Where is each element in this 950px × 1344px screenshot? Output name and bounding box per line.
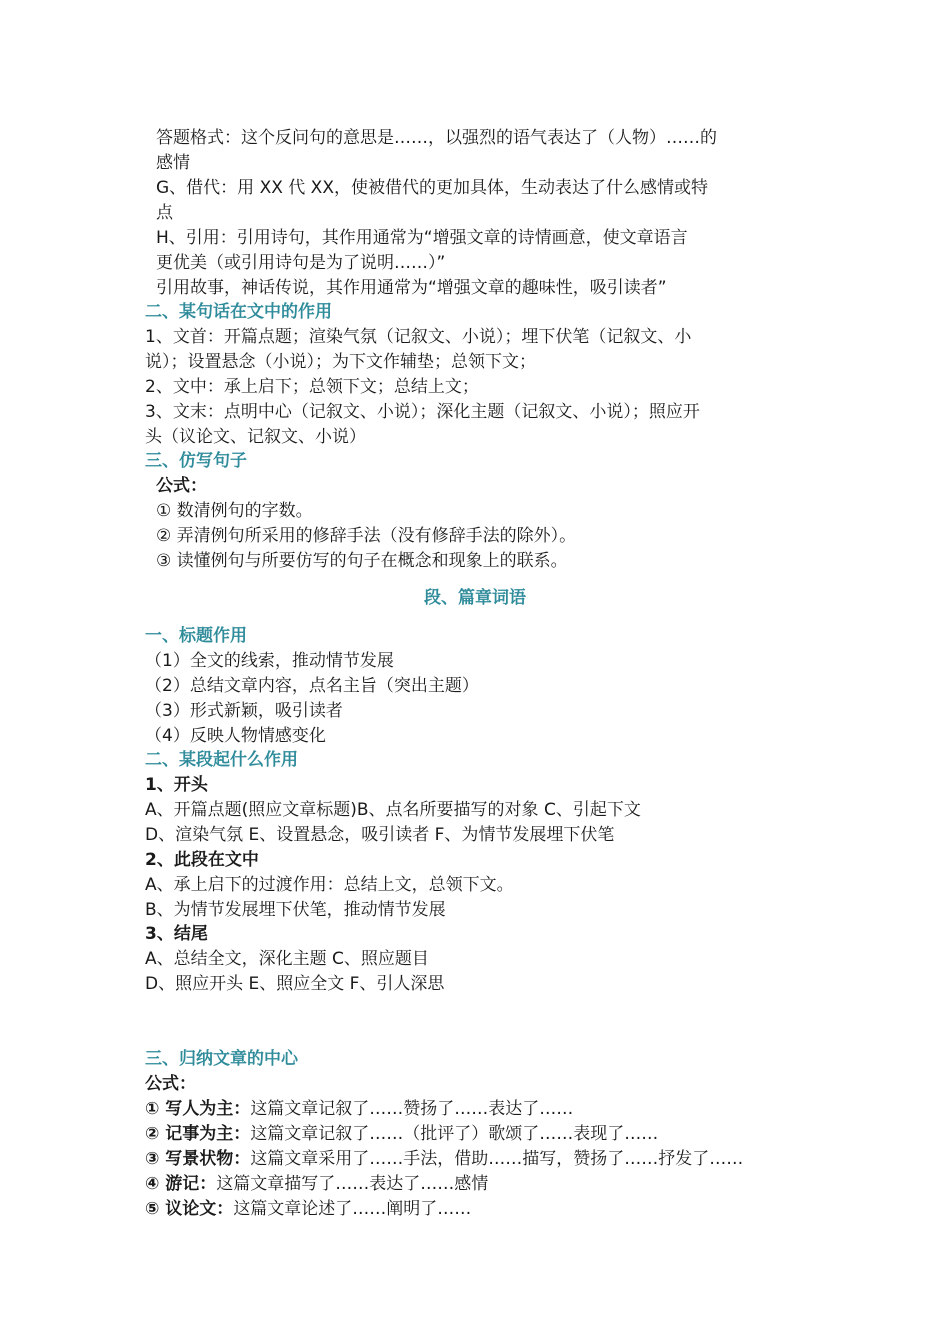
sentence-role-beginning-1: 1、文首：开篇点题；渲染气氛（记叙文、小说）；埋下伏笔（记叙文、小 xyxy=(145,327,692,347)
formula-item-label: ① 写人为主： xyxy=(145,1099,251,1119)
chapter-title: 段、篇章词语 xyxy=(424,588,526,608)
opening-line-1: A、开篇点题(照应文章标题)B、点名所要描写的对象 C、引起下文 xyxy=(145,800,641,820)
imitation-step-2: ② 弄清例句所采用的修辞手法（没有修辞手法的除外）。 xyxy=(156,526,577,546)
sentence-role-end-2: 头（议论文、记叙文、小说） xyxy=(145,427,366,447)
quotation-story-line: 引用故事，神话传说，其作用通常为“增强文章的趣味性，吸引读者” xyxy=(156,278,667,298)
quotation-line-1: H、引用：引用诗句，其作用通常为“增强文章的诗情画意，使文章语言 xyxy=(156,228,688,248)
formula-item-label: ③ 写景状物： xyxy=(145,1149,251,1169)
opening-line-2: D、渲染气氛 E、设置悬念，吸引读者 F、为情节发展埋下伏笔 xyxy=(145,825,615,845)
metonymy-line-2: 点 xyxy=(156,203,173,223)
middle-line-2: B、为情节发展埋下伏笔，推动情节发展 xyxy=(145,900,446,920)
section-heading-paragraph-role: 二、某段起什么作用 xyxy=(145,750,298,770)
sentence-role-beginning-2: 说）；设置悬念（小说）；为下文作辅垫；总领下文； xyxy=(145,352,536,372)
formula-item-2 xyxy=(145,1122,658,1146)
formula-item-1 xyxy=(145,1097,573,1121)
subheading-middle: 2、此段在文中 xyxy=(145,850,259,870)
ending-line-1: A、总结全文，深化主题 C、照应题目 xyxy=(145,949,429,969)
section-heading-sentence-role: 二、某句话在文中的作用 xyxy=(145,302,332,322)
title-role-item-4: （4）反映人物情感变化 xyxy=(145,726,326,746)
formula-item-text: 这篇文章记叙了……（批评了）歌颂了……表现了…… xyxy=(250,1124,659,1144)
formula-item-5 xyxy=(145,1197,471,1221)
formula-item-text: 这篇文章论述了……阐明了…… xyxy=(233,1199,472,1219)
section-heading-central-idea: 三、归纳文章的中心 xyxy=(145,1049,298,1069)
sentence-role-end-1: 3、文末：点明中心（记叙文、小说）；深化主题（记叙文、小说）；照应开 xyxy=(145,402,700,422)
formula-item-3 xyxy=(145,1147,743,1171)
ending-line-2: D、照应开头 E、照应全文 F、引人深思 xyxy=(145,974,445,994)
title-role-item-3: （3）形式新颖，吸引读者 xyxy=(145,701,343,721)
formula-item-label: ④ 游记： xyxy=(145,1174,217,1194)
formula-item-text: 这篇文章采用了……手法，借助……描写，赞扬了……抒发了…… xyxy=(250,1149,744,1169)
section-heading-title-role: 一、标题作用 xyxy=(145,626,247,646)
middle-line-1: A、承上启下的过渡作用：总结上文，总领下文。 xyxy=(145,875,514,895)
section-heading-imitation: 三、仿写句子 xyxy=(145,451,247,471)
formula-item-text: 这篇文章描写了……表达了……感情 xyxy=(216,1174,489,1194)
title-role-item-1: （1）全文的线索，推动情节发展 xyxy=(145,651,394,671)
metonymy-line-1: G、借代：用 XX 代 XX，使被借代的更加具体，生动表达了什么感情或特 xyxy=(156,178,708,198)
imitation-step-3: ③ 读懂例句与所要仿写的句子在概念和现象上的联系。 xyxy=(156,551,568,571)
formula-item-label: ⑤ 议论文： xyxy=(145,1199,234,1219)
subheading-ending: 3、结尾 xyxy=(145,924,208,944)
formula-item-label: ② 记事为主： xyxy=(145,1124,251,1144)
sentence-role-middle: 2、文中：承上启下；总领下文；总结上文； xyxy=(145,377,479,397)
formula-item-4 xyxy=(145,1172,488,1196)
quotation-line-2: 更优美（或引用诗句是为了说明……）” xyxy=(156,253,446,273)
title-role-item-2: （2）总结文章内容，点名主旨（突出主题） xyxy=(145,676,479,696)
formula-item-text: 这篇文章记叙了……赞扬了……表达了…… xyxy=(250,1099,574,1119)
formula-label-imitation: 公式： xyxy=(156,476,207,496)
formula-label-central-idea: 公式： xyxy=(145,1074,196,1094)
answer-format-line-1: 答题格式：这个反问句的意思是……，以强烈的语气表达了（人物）……的 xyxy=(156,128,717,148)
answer-format-line-2: 感情 xyxy=(156,153,190,173)
imitation-step-1: ① 数清例句的字数。 xyxy=(156,501,313,521)
subheading-opening: 1、开头 xyxy=(145,775,208,795)
